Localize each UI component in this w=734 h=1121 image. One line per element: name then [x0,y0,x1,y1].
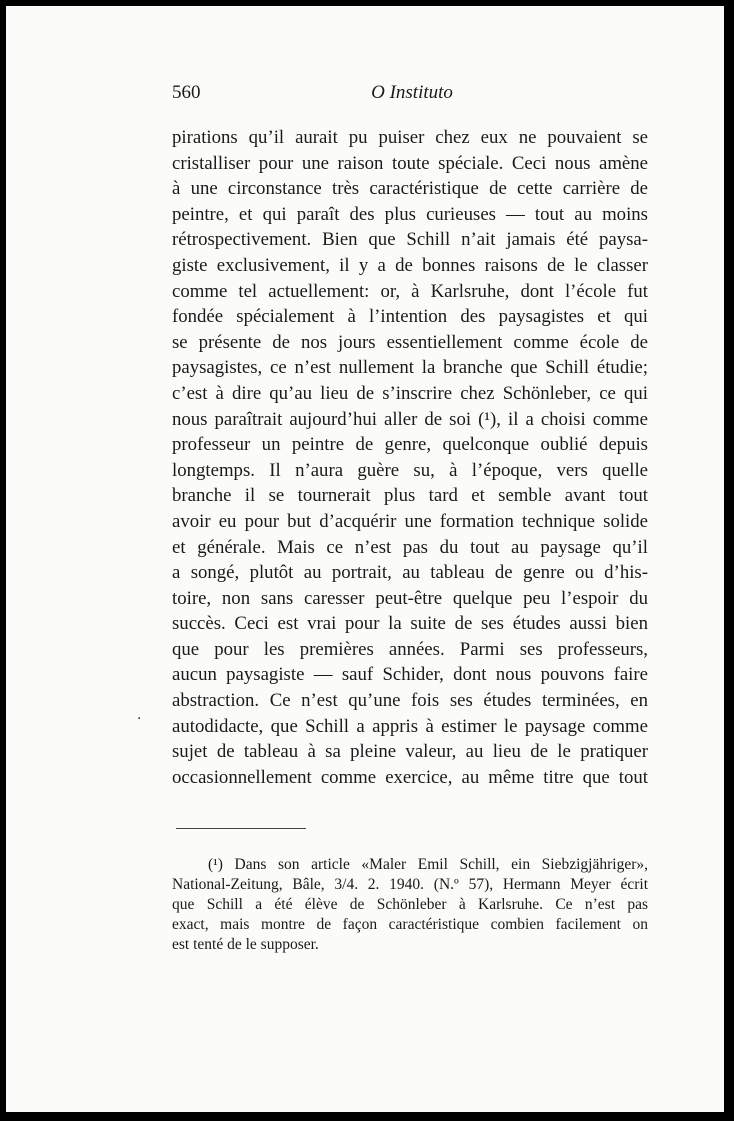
body-line: succès. Ceci est vrai pour la suite de ses études aussi bien [172,613,648,635]
body-line: giste exclusivement, il y a de bonnes raisons de le classer [172,254,648,276]
body-line: avoir eu pour but d’acquérir une formation technique solide [172,510,648,532]
margin-dot: · [137,711,142,727]
body-line: nous paraîtrait aujourd’hui aller de soi (¹), il a choisi comme [172,408,648,430]
document-page [6,6,724,1112]
body-line: a songé, plutôt au portrait, au tableau de genre ou d’his- [172,562,648,584]
body-line: sujet de tableau à sa pleine valeur, au lieu de le pratiquer [172,741,648,763]
body-line: que pour les premières années. Parmi ses professeurs, [172,638,648,660]
footnote-line: est tenté de le supposer. [172,936,319,953]
footnote-line: que Schill a été élève de Schönleber à Karlsruhe. Ce n’est pas [172,896,648,913]
body-line: c’est à dire qu’au lieu de s’inscrire chez Schönleber, ce qui [172,382,648,404]
footnote-line: exact, mais montre de façon caractéristique combien facilement on [172,916,648,933]
body-line: rétrospectivement. Bien que Schill n’ait jamais été paysa- [172,229,648,251]
body-line: fondée spécialement à l’intention des paysagistes et qui [172,306,648,328]
body-line: longtemps. Il n’aura guère su, à l’époque, vers quelle [172,459,648,481]
body-line: branche il se tournerait plus tard et semble avant tout [172,485,648,507]
footnote [172,855,648,955]
running-head [172,82,652,106]
body-line: autodidacte, que Schill a appris à estimer le paysage comme [172,715,648,737]
body-text [172,125,648,790]
body-line: toire, non sans caresser peut-être quelque peu l’espoir du [172,587,648,609]
body-line: pirations qu’il aurait pu puiser chez eux ne pouvaient se [172,127,648,148]
body-line: aucun paysagiste — sauf Schider, dont nous pouvons faire [172,664,648,686]
body-line: professeur un peintre de genre, quelconque oublié depuis [172,434,648,456]
footnote-line: National-Zeitung, Bâle, 3/4. 2. 1940. (N.º 57), Hermann Meyer écrit [172,876,648,893]
body-line: se présente de nos jours essentiellement comme école de [172,331,648,353]
body-line: cristalliser pour une raison toute spéciale. Ceci nous amène [172,152,648,174]
body-line: paysagistes, ce n’est nullement la branche que Schill étudie; [172,357,648,379]
body-line: occasionnellement comme exercice, au même titre que tout [172,766,648,788]
body-line: peintre, et qui paraît des plus curieuses — tout au moins [172,203,648,225]
footnote-line: (¹) Dans son article «Maler Emil Schill, ein Siebzigjähriger», [208,856,648,873]
page-number: 560 [172,82,201,103]
body-line: à une circonstance très caractéristique de cette carrière de [172,178,648,200]
body-line: abstraction. Ce n’est qu’une fois ses études terminées, en [172,690,648,712]
body-line: et générale. Mais ce n’est pas du tout au paysage qu’il [172,536,648,558]
journal-title: O Instituto [371,82,453,103]
body-line: comme tel actuellement: or, à Karlsruhe, dont l’école fut [172,280,648,302]
footnote-rule [176,828,306,829]
